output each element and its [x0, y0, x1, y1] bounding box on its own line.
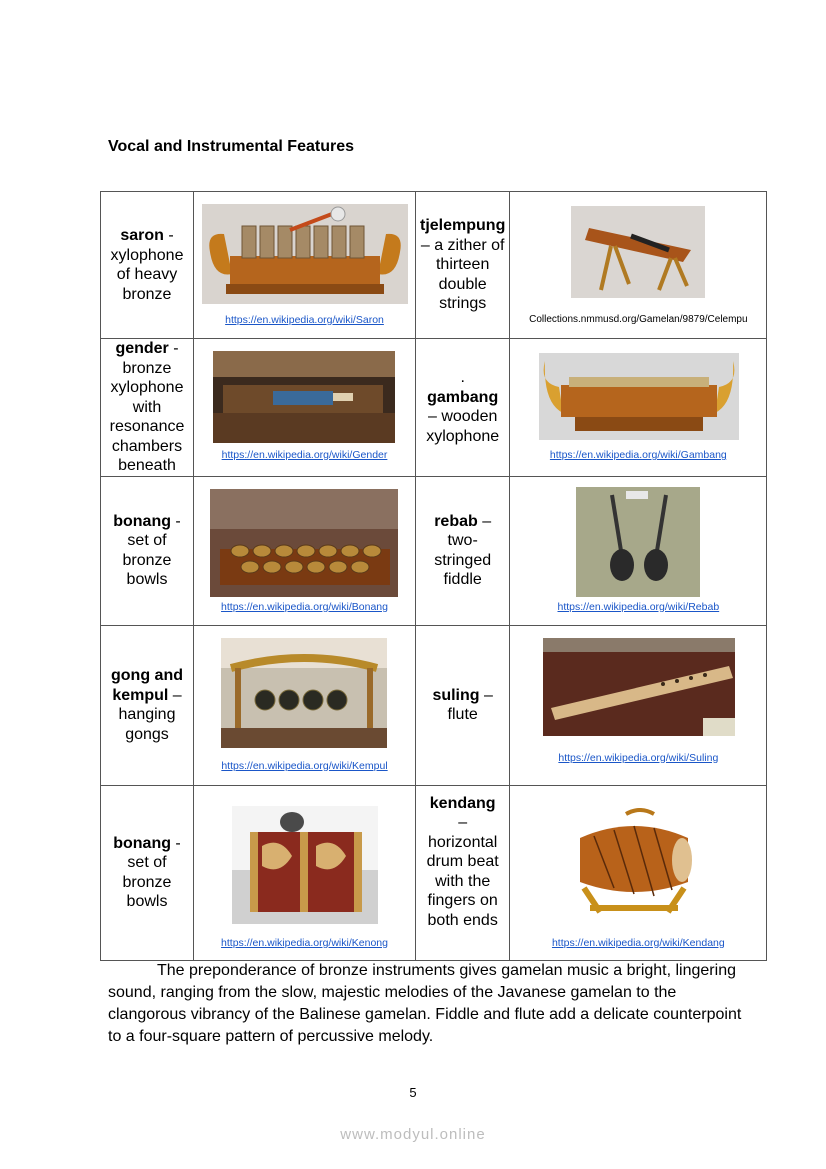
instrument-name-cell: gong and kempul – hanging gongs — [101, 625, 194, 785]
instrument-name-cell: saron - xylophone of heavy bronze — [101, 192, 194, 339]
source-link[interactable]: https://en.wikipedia.org/wiki/Gambang — [549, 449, 727, 461]
instrument-image-cell — [194, 476, 416, 625]
rebab-image — [576, 487, 700, 597]
body-paragraph — [108, 960, 748, 1048]
instrument-description: flute — [447, 706, 478, 723]
instrument-name-cell: suling – flute — [416, 625, 510, 785]
instrument-name: rebab — [434, 512, 478, 530]
instrument-description: – wooden xylophone — [426, 408, 500, 445]
instrument-image-cell — [510, 785, 767, 960]
saron-image — [202, 204, 408, 304]
section-heading: Vocal and Instrumental Features — [108, 138, 354, 155]
instrument-name: gender — [115, 340, 169, 357]
instrument-name-cell — [416, 339, 510, 477]
instrument-image-cell — [510, 192, 767, 339]
instrument-description: xylophone of heavy bronze — [110, 246, 184, 303]
instrument-name-cell: kendang – horizontal drum beat with the fingers on both ends — [416, 785, 510, 960]
instrument-description: set of bronze bowls — [122, 854, 172, 910]
instrument-name: kendang — [429, 794, 496, 812]
paragraph-text: The preponderance of bronze instruments gives gamelan music a bright, lingering sound, ranging from the slow, majestic melodies of the Javanese gamelan to the clangorous vibrancy of the Balinese gamelan. Fiddle and flute add a delicate counterpoint to a four-square pattern of percussive melody. — [108, 962, 742, 1045]
instrument-name: gong and kempul — [111, 667, 183, 704]
kenong-image — [232, 806, 378, 924]
instrument-name-cell: bonang - set of bronze bowls — [101, 785, 194, 960]
watermark: www.modyul.online — [340, 1126, 486, 1143]
kempul-image — [221, 638, 387, 748]
instrument-image-cell — [194, 192, 416, 339]
instrument-name: tjelempung — [420, 217, 506, 235]
instrument-name: bonang — [113, 834, 171, 852]
dot-mark: . — [460, 369, 465, 387]
instrument-description: – a zither of thirteen double strings — [420, 236, 505, 313]
suling-image — [543, 638, 735, 736]
instrument-name: suling — [432, 686, 480, 704]
instrument-image-cell — [194, 625, 416, 785]
instrument-name: bonang — [113, 512, 171, 530]
source-link[interactable]: https://en.wikipedia.org/wiki/Kenong — [221, 936, 388, 949]
gender-image — [213, 351, 395, 443]
instrument-description: bronze xylophone with resonance chambers beneath — [109, 359, 185, 474]
instrument-description: two-stringed fiddle — [434, 532, 492, 588]
source-link[interactable]: https://en.wikipedia.org/wiki/Suling — [558, 751, 719, 764]
kendang-image — [570, 808, 698, 916]
instrument-description: horizontal drum beat with the fingers on both ends — [426, 833, 499, 929]
instrument-image-cell — [510, 625, 767, 785]
instrument-image-cell — [510, 476, 767, 625]
instrument-name: saron — [120, 227, 164, 244]
instrument-name: gambang — [427, 388, 499, 406]
instrument-description: hanging gongs — [118, 706, 176, 743]
instrument-image-cell — [194, 339, 416, 477]
instrument-name-cell: bonang - set of bronze bowls — [101, 476, 194, 625]
instrument-name-cell — [416, 192, 510, 339]
source-link[interactable]: https://en.wikipedia.org/wiki/Rebab — [557, 600, 720, 613]
tjelempung-image — [571, 206, 705, 298]
source-link[interactable]: https://en.wikipedia.org/wiki/Kempul — [221, 759, 388, 772]
table-row — [101, 625, 767, 785]
source-link[interactable]: Collections.nmmusd.org/Gamelan/9879/Celempu — [529, 314, 748, 325]
bonang-image — [210, 489, 398, 597]
instrument-image-cell — [194, 785, 416, 960]
page-number: 5 — [409, 1085, 417, 1100]
instrument-name-cell: rebab – two-stringed fiddle — [416, 476, 510, 625]
source-link[interactable]: https://en.wikipedia.org/wiki/Bonang — [221, 600, 388, 613]
instrument-name-cell: gender - bronze xylophone with resonance chambers beneath — [101, 339, 194, 477]
instruments-table — [100, 191, 767, 961]
gambang-image — [539, 353, 739, 440]
table-row — [101, 785, 767, 960]
source-link[interactable]: https://en.wikipedia.org/wiki/Kendang — [551, 936, 725, 949]
table-row — [101, 476, 767, 625]
source-link[interactable]: https://en.wikipedia.org/wiki/Gender — [221, 449, 388, 461]
table-row — [101, 192, 767, 339]
instrument-image-cell — [510, 339, 767, 477]
source-link[interactable]: https://en.wikipedia.org/wiki/Saron — [225, 314, 384, 326]
instrument-description: set of bronze bowls — [122, 532, 172, 588]
table-row — [101, 339, 767, 477]
